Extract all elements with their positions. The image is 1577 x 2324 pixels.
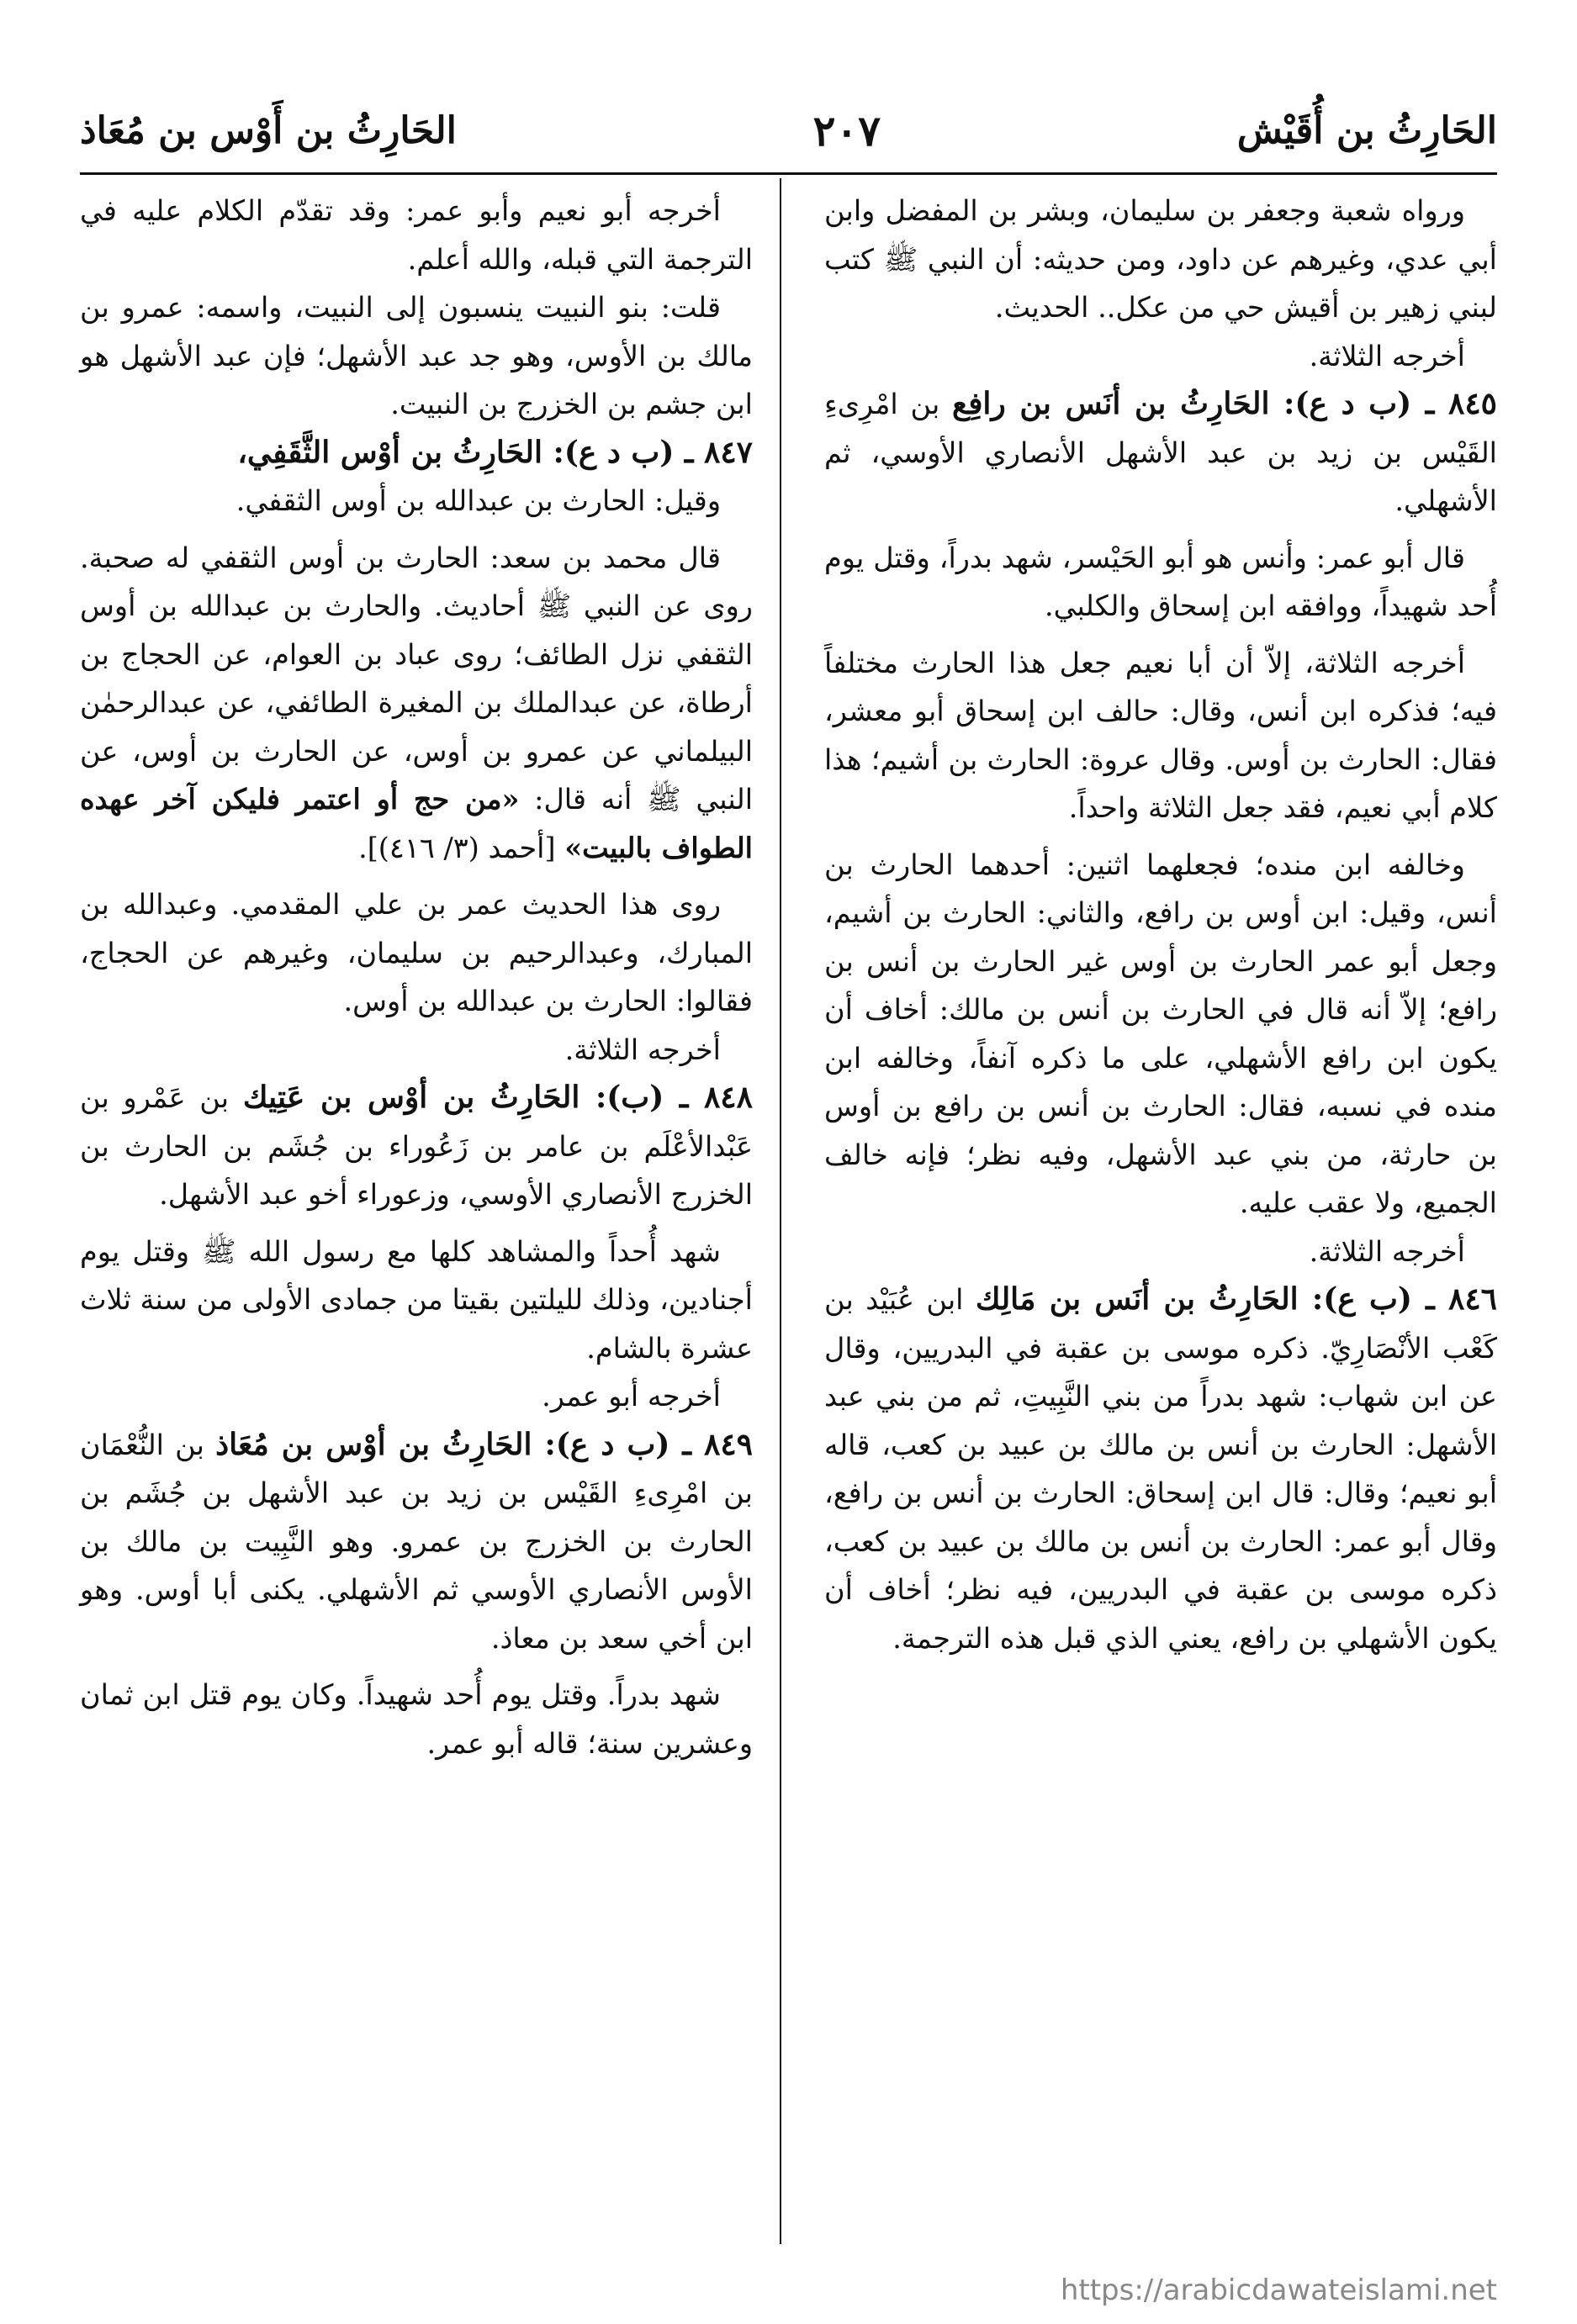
entry-heading: ٨٤٥ ـ (ب د ع): الحَارِثُ بن أنَس بن رافِع	[952, 386, 1497, 421]
paragraph: وقيل: الحارث بن عبدالله بن أوس الثقفي.	[235, 484, 721, 517]
running-head-right: الحَارِثُ بن أُقَيْش	[1236, 108, 1497, 152]
paragraph: أخرجه الثلاثة.	[1309, 339, 1465, 372]
entry-heading: ٨٤٩ ـ (ب د ع): الحَارِثُ بن أوْس بن مُعَاذ	[215, 1426, 753, 1462]
entry-heading: ٨٤٦ ـ (ب ع): الحَارِثُ بن أنَس بن مَالِك	[975, 1281, 1497, 1317]
paragraph: وخالفه ابن منده؛ فجعلهما اثنين: أحدهما الحارث بن أنس، وقيل: ابن أوس بن رافع، والثاني: الحارث بن أشيم، وجعل أبو عمر الحارث بن أوس غير الحارث بن أنس بن رافع؛ إلاّ أنه قال في الحارث بن أنس بن مالك: أخاف أن يكون ابن رافع الأشهلي، على ما ذكره آنفاً، وخالفه ابن منده في نسبه، فقال: الحارث بن أنس بن رافع بن أوس بن حارثة، من بني عبد الأشهل، وفيه نظر؛ فإنه خالف الجميع، ولا عقب عليه.	[824, 848, 1497, 1219]
left-column	[80, 187, 753, 1767]
watermark-url: https://arabicdawateislami.net	[1060, 2274, 1497, 2307]
paragraph: أخرجه أبو نعيم وأبو عمر: وقد تقدّم الكلام عليه في الترجمة التي قبله، والله أعلم.	[80, 194, 753, 276]
paragraph: شهد بدراً. وقتل يوم أُحد شهيداً. وكان يوم قتل ابن ثمان وعشرين سنة؛ قاله أبو عمر.	[80, 1678, 753, 1760]
paragraph: أخرجه أبو عمر.	[542, 1380, 721, 1413]
entry-heading: ٨٤٧ ـ (ب د ع): الحَارِثُ بن أوْس الثَّقَفِي،	[237, 434, 753, 470]
entry-text: بن امْرِىءِ القَيْس بن زيد بن عبد الأشهل الأنصاري الأوسي، ثم الأشهلي.	[824, 388, 1497, 517]
entry-845	[824, 380, 1497, 526]
running-head-left: الحَارِثُ بن أَوْس بن مُعَاذ	[80, 108, 457, 152]
entry-848	[80, 1074, 753, 1219]
entry-heading: ٨٤٨ ـ (ب): الحَارِثُ بن أوْس بن عَتِيك	[242, 1080, 753, 1115]
hadith-quote: «من حج أو اعتمر فليكن آخر عهده الطواف بالبيت»	[80, 783, 753, 864]
paragraph: ورواه شعبة وجعفر بن سليمان، وبشر بن المفضل وابن أبي عدي، وغيرهم عن داود، ومن حديثه: أن النبي ﷺ كتب لبني زهير بن أقيش حي من عكل.. الحديث.	[824, 194, 1497, 324]
paragraph	[80, 534, 753, 873]
right-column	[824, 187, 1497, 1662]
entry-text: بن النُّعْمَان بن امْرِىءِ القَيْس بن زيد بن عبد الأشهل بن جُشَم بن الحارث بن الخزرج بن عمرو. وهو النَّبِيت بن مالك بن الأوس الأنصاري الأوسي ثم الأشهلي. يكنى أبا أوس. وهو ابن أخي سعد بن معاذ.	[80, 1428, 753, 1655]
paragraph: أخرجه الثلاثة.	[564, 1033, 721, 1066]
page-number: ٢٠٧	[812, 105, 881, 156]
page-header	[80, 92, 1497, 168]
paragraph: شهد أُحداً والمشاهد كلها مع رسول الله ﷺ وقتل يوم أجنادين، وذلك لليلتين بقيتا من جمادى الأولى من سنة ثلاث عشرة بالشام.	[80, 1234, 753, 1365]
entry-849	[80, 1421, 753, 1663]
entry-847	[80, 429, 753, 478]
paragraph: قلت: بنو النبيت ينسبون إلى النبيت، واسمه: عمرو بن مالك بن الأوس، وهو جد عبد الأشهل؛ فإن عبد الأشهل هو ابن جشم بن الخزرج بن النبيت.	[80, 291, 753, 420]
entry-text: بن عَمْرو بن عَبْدالأعْلَم بن عامر بن زَعُوراء بن جُشَم بن الحارث بن الخزرج الأنصاري الأوسي، وزعوراء أخو عبد الأشهل.	[80, 1081, 753, 1211]
paragraph: روى هذا الحديث عمر بن علي المقدمي. وعبدالله بن المبارك، وعبدالرحيم بن سليمان، وغيرهم عن الحجاج، فقالوا: الحارث بن عبدالله بن أوس.	[80, 888, 753, 1017]
column-divider	[780, 178, 781, 2244]
entry-846	[824, 1276, 1497, 1662]
paragraph: أخرجه الثلاثة.	[1309, 1234, 1465, 1268]
paragraph-text: قال محمد بن سعد: الحارث بن أوس الثقفي له صحبة. روى عن النبي ﷺ أحاديث. والحارث بن عبدالله بن أوس الثقفي نزل الطائف؛ روى عباد بن العوام، عن الحجاج بن أرطاة، عن عبدالملك بن المغيرة الطائفي، عن عبدالرحمٰن البيلماني عن عمرو بن أوس، عن الحارث بن أوس، عن النبي ﷺ أنه قال:	[80, 541, 753, 816]
citation: [أحمد (٣/ ٤١٦)].	[358, 831, 565, 864]
header-rule	[80, 172, 1497, 175]
paragraph: أخرجه الثلاثة، إلاّ أن أبا نعيم جعل هذا الحارث مختلفاً فيه؛ فذكره ابن أنس، وقال: حالف ابن إسحاق أبو معشر، فقال: الحارث بن أوس. وقال عروة: الحارث بن أشيم؛ هذا كلام أبي نعيم، فقد جعل الثلاثة واحداً.	[824, 646, 1497, 824]
paragraph: قال أبو عمر: وأنس هو أبو الحَيْسر، شهد بدراً، وقتل يوم أُحد شهيداً، ووافقه ابن إسحاق والكلبي.	[824, 541, 1497, 622]
entry-text: ابن عُبَيْد بن كَعْب الأنْصَارِيّ. ذكره موسى بن عقبة في البدريين، وقال عن ابن شهاب: شهد بدراً من بني النَّبِيتِ، ثم من بني عبد الأشهل: الحارث بن أنس بن مالك بن عبيد بن كعب، قاله أبو نعيم؛ وقال: قال ابن إسحاق: الحارث بن أنس بن رافع، وقال أبو عمر: الحارث بن أنس بن مالك بن عبيد بن كعب، ذكره موسى بن عقبة في البدريين، فيه نظر؛ أخاف أن يكون الأشهلي بن رافع، يعني الذي قبل هذه الترجمة.	[824, 1283, 1497, 1655]
